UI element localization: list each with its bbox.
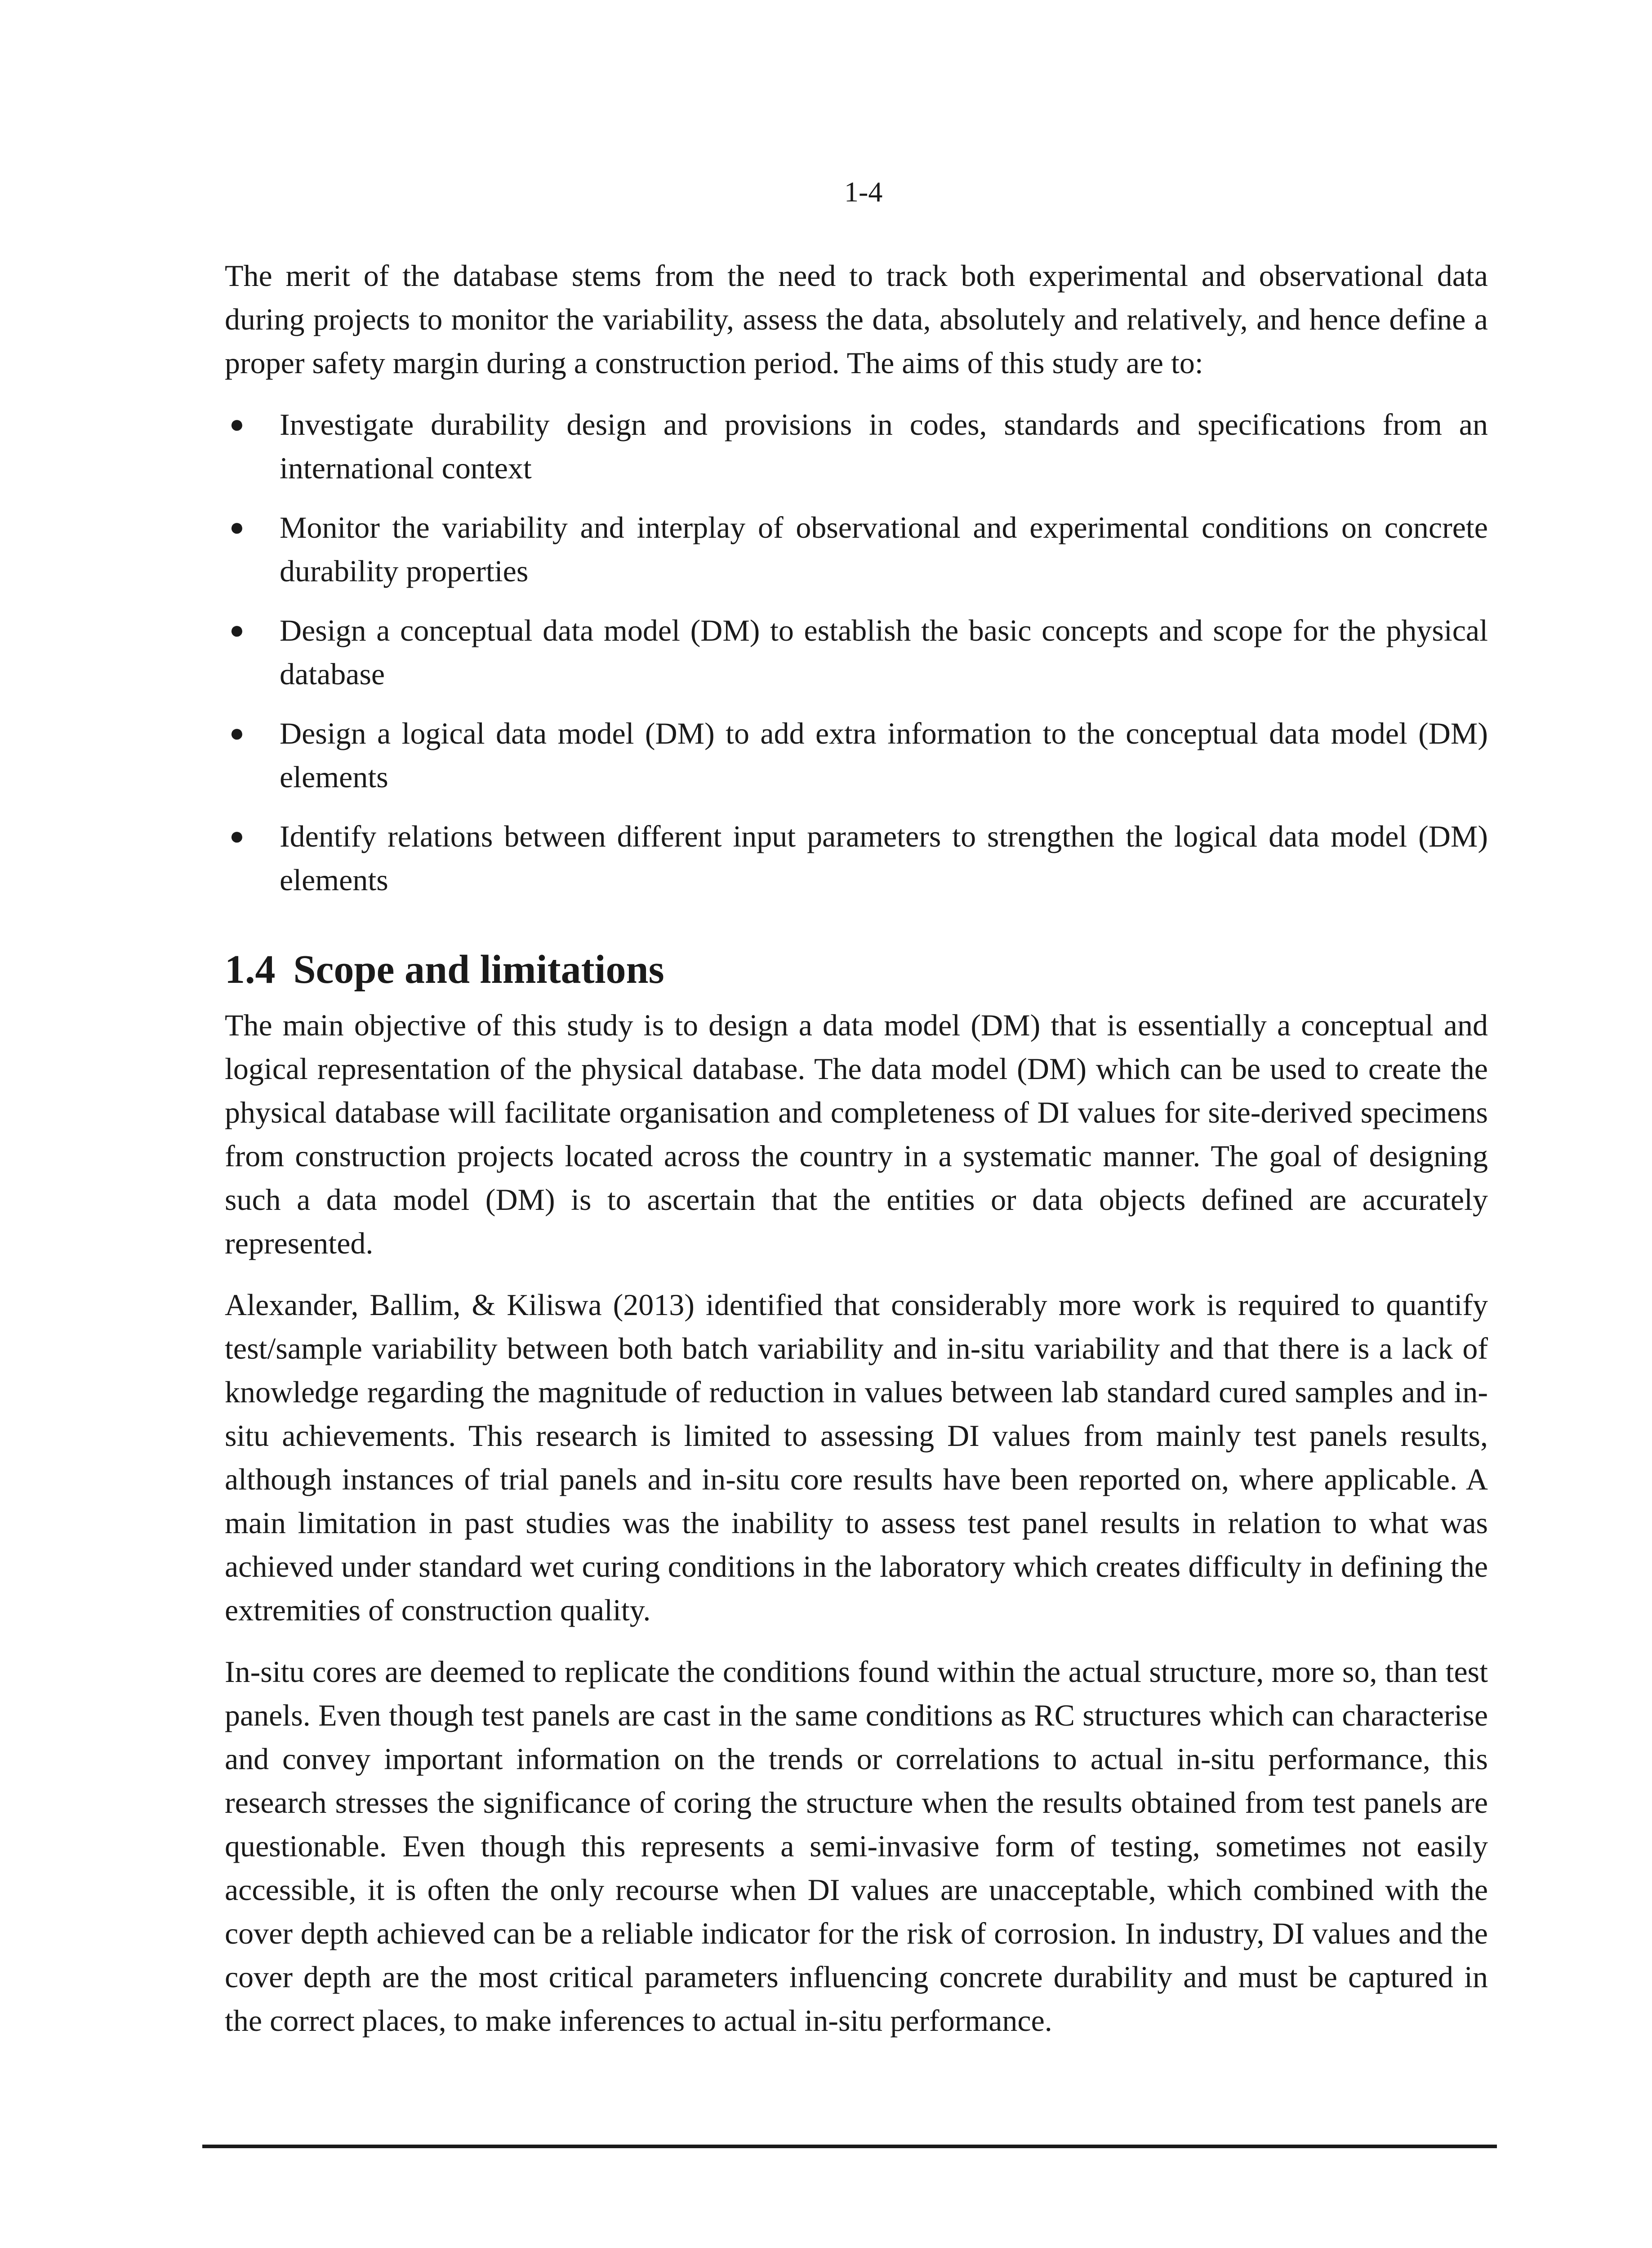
section-number: 1.4 bbox=[225, 947, 276, 992]
aim-text: Investigate durability design and provisions in codes, standards and specifications from an international context bbox=[280, 407, 1488, 485]
aims-list bbox=[225, 403, 1488, 902]
aim-text: Design a conceptual data model (DM) to establish the basic concepts and scope for the physical database bbox=[280, 613, 1488, 691]
bullet-icon: ● bbox=[229, 719, 245, 747]
aim-text: Identify relations between different input parameters to strengthen the logical data model (DM) elements bbox=[280, 819, 1488, 897]
list-item bbox=[225, 712, 1488, 799]
aim-text: Design a logical data model (DM) to add extra information to the conceptual data model (DM) elements bbox=[280, 716, 1488, 794]
page-number: 1-4 bbox=[844, 176, 883, 208]
page-body bbox=[225, 254, 1488, 2061]
footer-divider bbox=[202, 2145, 1497, 2148]
section-heading bbox=[225, 945, 1488, 995]
bullet-icon: ● bbox=[229, 822, 245, 850]
scope-paragraph-in-situ-cores: In-situ cores are deemed to replicate the conditions found within the actual structure, more so, than test panels. Even though test panels are cast in the same conditions as RC structures which can characterise and convey important information on the trends or correlations to actual in-situ performance, this research stresses the significance of coring the structure when the results obtained from test panels are questionable. Even though this represents a semi-invasive form of testing, sometimes not easily accessible, it is often the only recourse when DI values are unacceptable, which combined with the cover depth achieved can be a reliable indicator for the risk of corrosion. In industry, DI values and the cover depth are the most critical parameters influencing concrete durability and must be captured in the correct places, to make inferences to actual in-situ performance. bbox=[225, 1655, 1488, 2038]
bullet-icon: ● bbox=[229, 410, 245, 438]
bullet-icon: ● bbox=[229, 513, 245, 541]
scope-paragraph-limitations: Alexander, Ballim, & Kiliswa (2013) identified that considerably more work is required to quantify test/sample variability between both batch variability and in-situ variability and that there is a lack of knowledge regarding the magnitude of reduction in values between lab standard cured samples and in-situ achievements. This research is limited to assessing DI values from mainly test panels results, although instances of trial panels and in-situ core results have been reported on, where applicable. A main limitation in past studies was the inability to assess test panel results in relation to what was achieved under standard wet curing conditions in the laboratory which creates difficulty in defining the extremities of construction quality. bbox=[225, 1288, 1488, 1627]
intro-paragraph: The merit of the database stems from the need to track both experimental and observational data during projects to monitor the variability, assess the data, absolutely and relatively, and hence define a proper safety margin during a construction period. The aims of this study are to: bbox=[225, 259, 1488, 380]
list-item bbox=[225, 403, 1488, 490]
aim-text: Monitor the variability and interplay of observational and experimental conditions on concrete durability properties bbox=[280, 510, 1488, 588]
section-title: Scope and limitations bbox=[293, 947, 664, 992]
scope-paragraph-objective: The main objective of this study is to design a data model (DM) that is essentially a conceptual and logical representation of the physical database. The data model (DM) which can be used to create the physical database will facilitate organisation and completeness of DI values for site-derived specimens from construction projects located across the country in a systematic manner. The goal of designing such a data model (DM) is to ascertain that the entities or data objects defined are accurately represented. bbox=[225, 1008, 1488, 1260]
list-item bbox=[225, 609, 1488, 696]
bullet-icon: ● bbox=[229, 616, 245, 644]
list-item bbox=[225, 506, 1488, 593]
list-item bbox=[225, 815, 1488, 902]
